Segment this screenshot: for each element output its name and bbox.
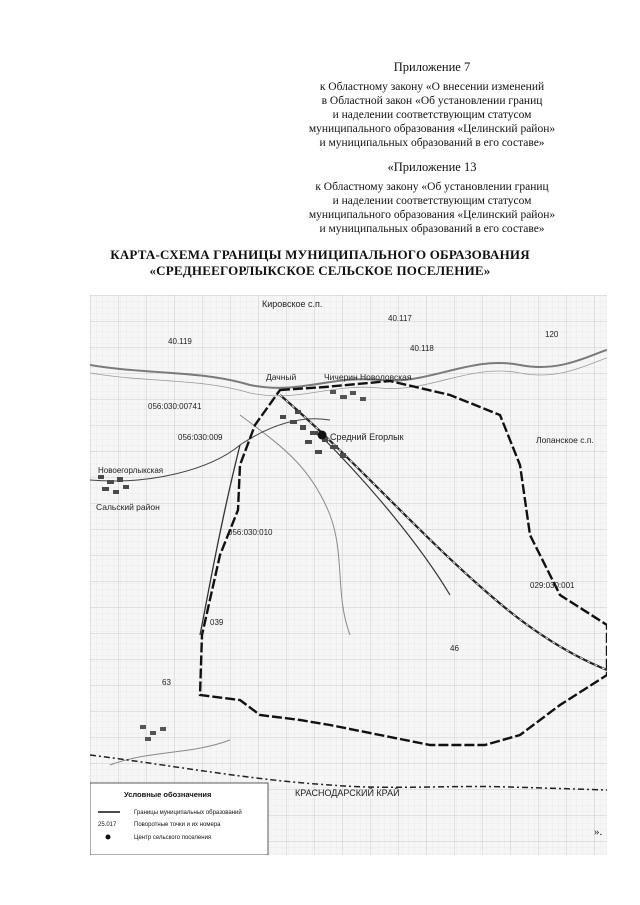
map-label-novoegorlyk: Новоегорлыкская <box>98 466 164 475</box>
map-label-novolovskaya: Новоловская <box>360 372 412 382</box>
map-label-parcel: 056:030:010 <box>228 528 273 537</box>
appendix-13-line: и муниципальных образований в его составе» <box>319 223 545 235</box>
appendix-13-line: муниципального образования «Целинский район» <box>308 209 556 221</box>
map-label-kirovskoe: Кировское с.п. <box>262 299 323 309</box>
appendix-7-line: и наделении соответствующим статусом <box>332 109 532 121</box>
map-title-line-1: КАРТА-СХЕМА ГРАНИЦЫ МУНИЦИПАЛЬНОГО ОБРАЗОВАНИЯ <box>110 247 530 262</box>
map-label-parcel: 056:030:00741 <box>148 402 202 411</box>
appendix-7-line: к Областному закону «О внесении изменений <box>319 81 545 93</box>
appendix-7-line: в Областной закон «Об установлении границ <box>321 95 543 107</box>
settlement-center-dot <box>318 431 327 440</box>
appendix-7-title: Приложение 7 <box>393 60 471 74</box>
map-label-parcel: 40.118 <box>410 344 434 353</box>
map-label-parcel: 029:030:001 <box>530 581 575 590</box>
map-label-lopanskoe: Лопанское с.п. <box>536 435 594 445</box>
map-label-parcel: 120 <box>545 330 559 339</box>
legend <box>90 783 268 855</box>
appendix-7-block <box>282 60 582 150</box>
legend-title: Условные обозначения <box>124 790 212 799</box>
map-label-parcel: 056:030:009 <box>178 433 223 442</box>
appendix-13-line: к Областному закону «Об установлении границ <box>315 181 549 193</box>
appendix-7-line: и муниципальных образований в его составе» <box>319 137 545 149</box>
appendix-13-title: «Приложение 13 <box>387 160 477 174</box>
appendix-13-line: и наделении соответствующим статусом <box>332 195 532 207</box>
end-quote-mark: ». <box>594 826 603 838</box>
map-label-parcel: 039 <box>210 618 224 627</box>
map-label-parcel: 46 <box>450 644 459 653</box>
map-title <box>0 247 640 279</box>
appendix-13-block <box>282 160 582 236</box>
map-label-chichern: Чичерин <box>324 372 358 382</box>
map-title-line-2: «СРЕДНЕЕГОРЛЫКСКОЕ СЕЛЬСКОЕ ПОСЕЛЕНИЕ» <box>149 263 491 278</box>
legend-item-label: Поворотные точки и их номера <box>134 822 221 828</box>
map-label-krasnodar: КРАСНОДАРСКИЙ КРАЙ <box>295 788 400 798</box>
map-label-parcel: 40.119 <box>168 337 192 346</box>
legend-point-code: 25.017 <box>98 822 117 828</box>
map-label-dachny: Дачный <box>266 372 297 382</box>
legend-item-label: Центр сельского поселения <box>134 835 212 841</box>
map-label-parcel: 63 <box>162 678 171 687</box>
legend-center-dot <box>106 835 111 840</box>
map-label-parcel: 40.117 <box>388 314 412 323</box>
boundary-map <box>90 295 607 855</box>
map-label-srednegorlyk: Средний Егорлык <box>330 432 404 442</box>
legend-item-label: Границы муниципальных образований <box>134 810 242 816</box>
appendix-7-line: муниципального образования «Целинский район» <box>308 123 556 135</box>
map-label-salsk-rayon: Сальский район <box>96 502 160 512</box>
